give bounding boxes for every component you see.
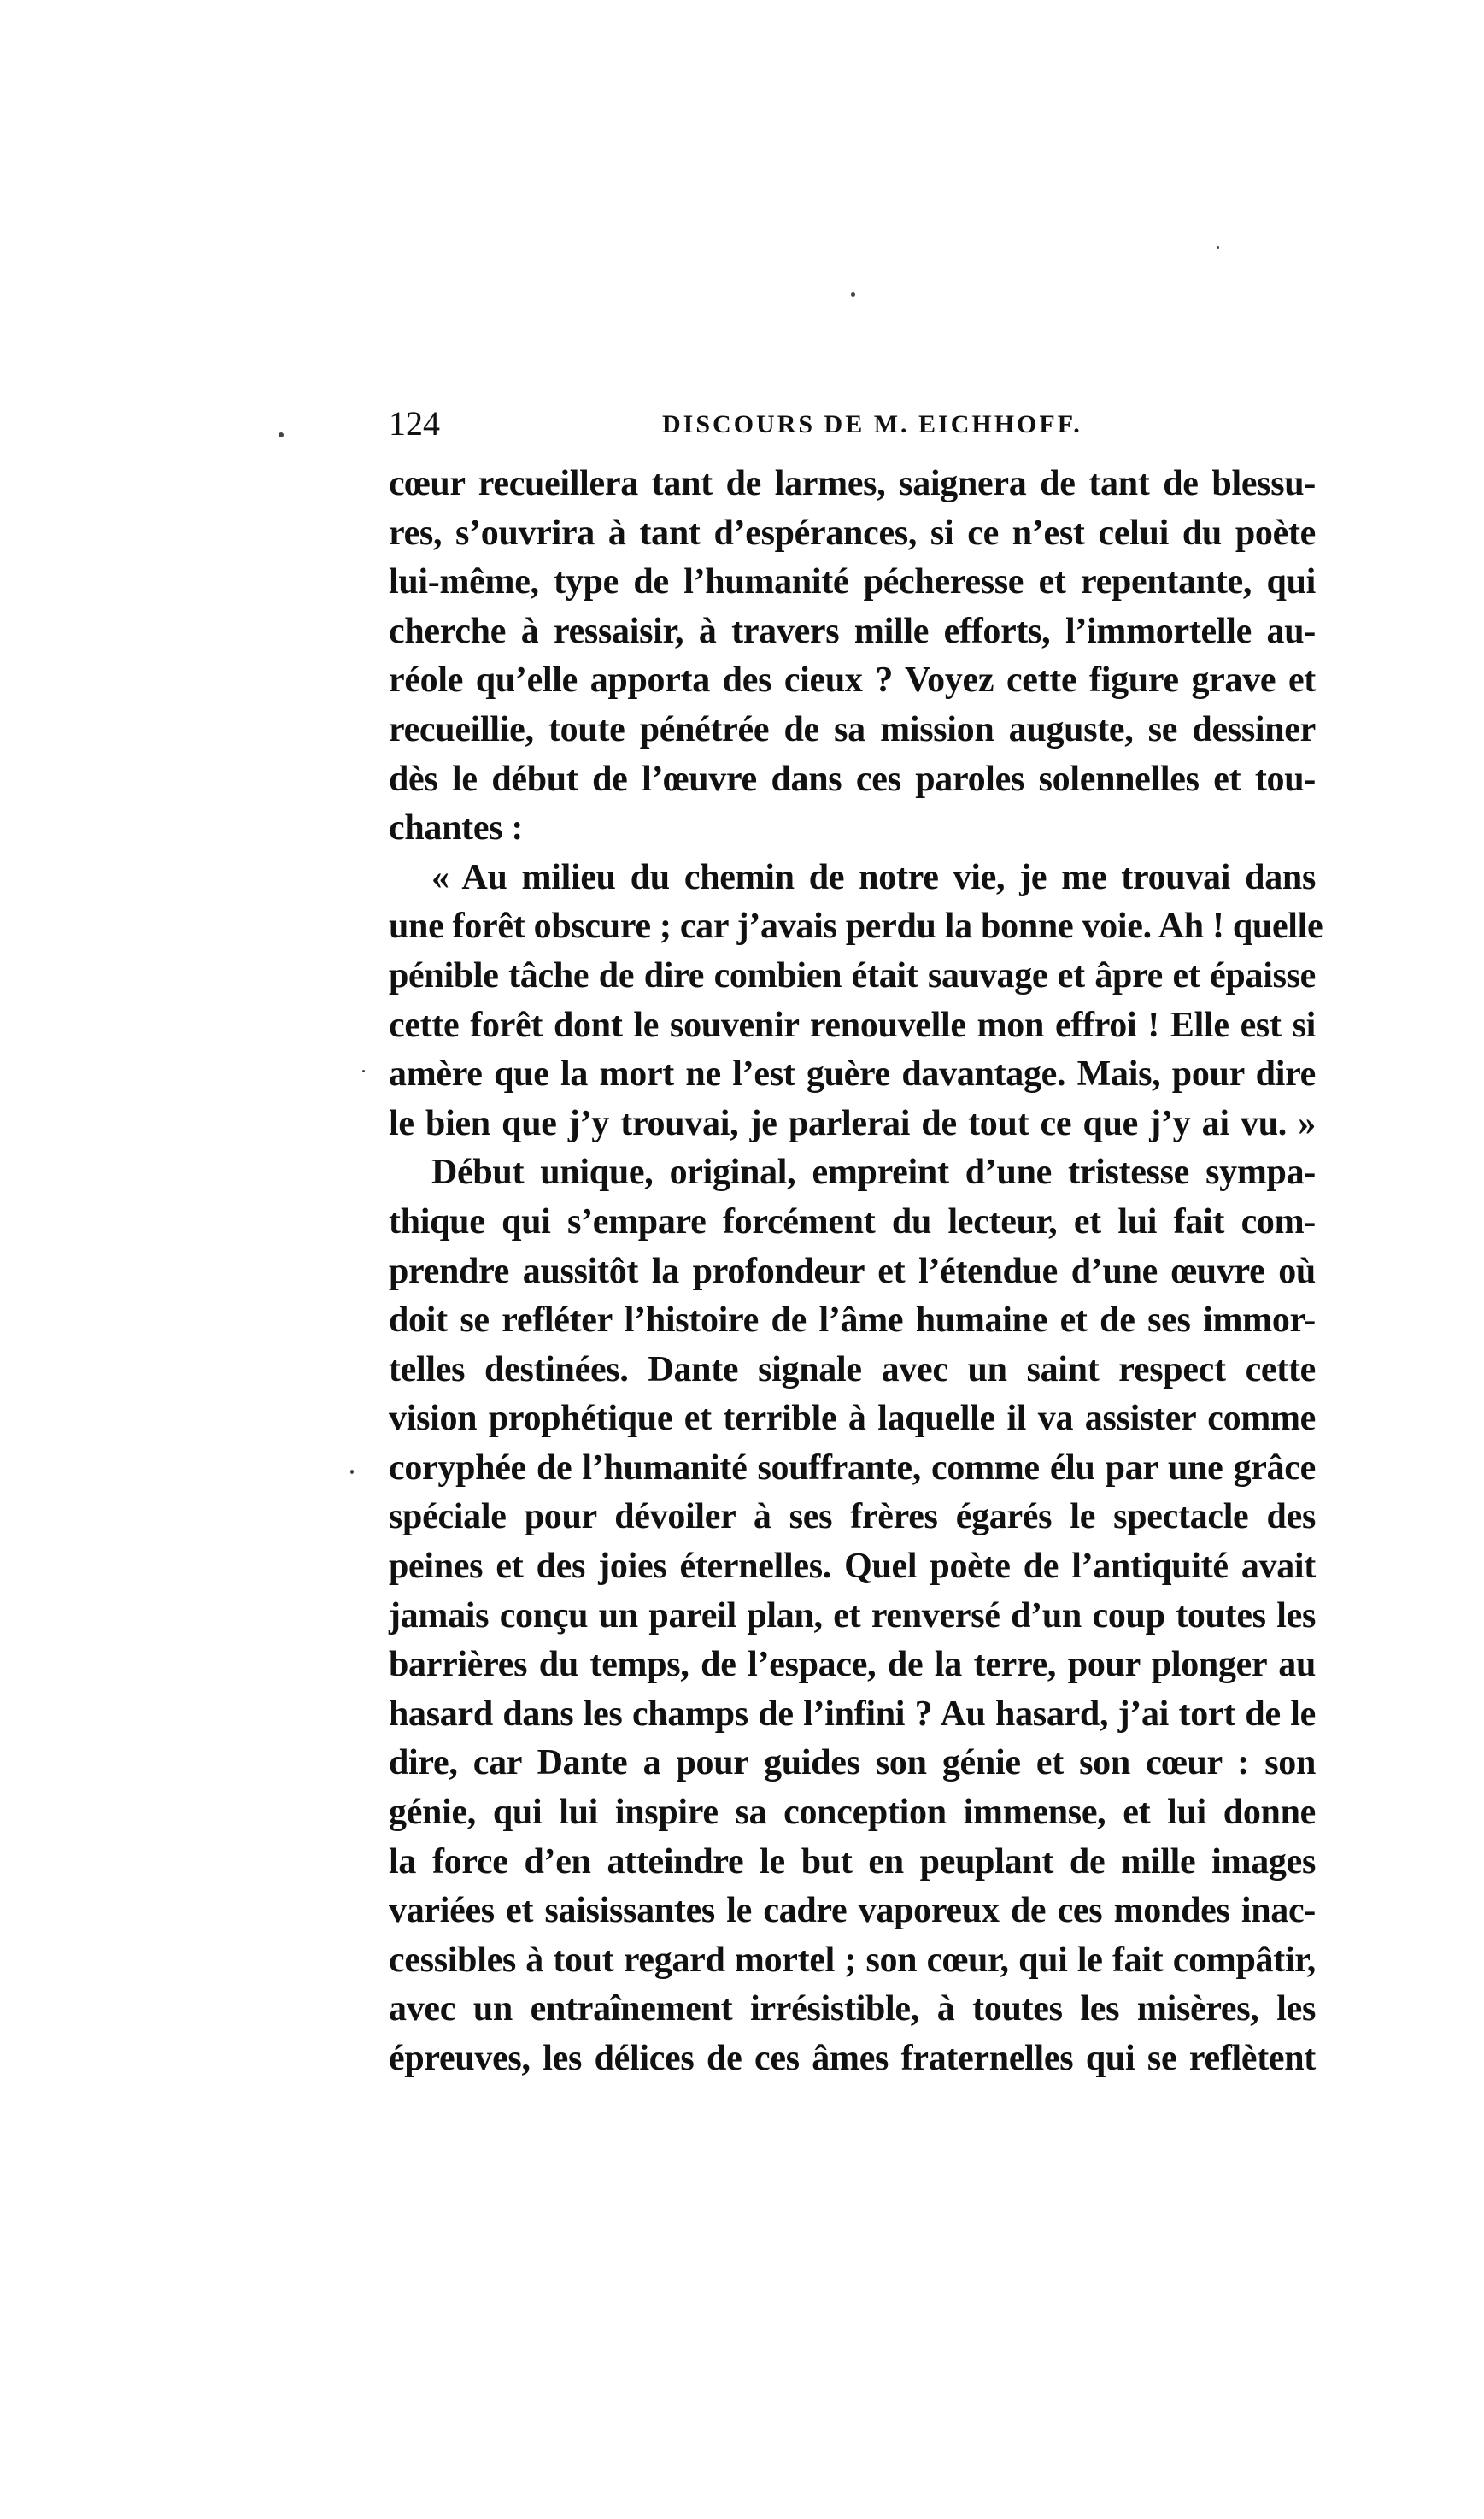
text-line: variées et saisissantes le cadre vaporeux de ces mondes inac- <box>389 1891 1316 1931</box>
text-line: spéciale pour dévoiler à ses frères égarés le spectacle des <box>389 1497 1316 1537</box>
body-text <box>389 460 1323 2084</box>
text-line: dire, car Dante a pour guides son génie et son cœur : son <box>389 1743 1316 1783</box>
text-line: épreuves, les délices de ces âmes fraternelles qui se reflètent <box>389 2039 1316 2078</box>
text-line: prendre aussitôt la profondeur et l’étendue d’une œuvre où <box>389 1251 1316 1291</box>
running-head <box>389 403 1316 455</box>
text-line: res, s’ouvrira à tant d’espérances, si ce n’est celui du poète <box>389 513 1316 553</box>
quote-line: « Au milieu du chemin de notre vie, je me trouvai dans <box>431 857 1316 897</box>
text-line: lui-même, type de l’humanité pécheresse et repentante, qui <box>389 562 1316 602</box>
text-line: Début unique, original, empreint d’une tristesse sympa- <box>431 1153 1316 1193</box>
scan-speck <box>279 432 284 437</box>
text-line: vision prophétique et terrible à laquelle il va assister comme <box>389 1399 1316 1439</box>
text-line: la force d’en atteindre le but en peuplant de mille images <box>389 1841 1316 1882</box>
text-line: génie, qui lui inspire sa conception immense, et lui donne <box>389 1793 1316 1833</box>
text-line: peines et des joies éternelles. Quel poète de l’antiquité avait <box>389 1547 1316 1587</box>
scan-speck <box>350 1470 354 1474</box>
scan-speck <box>362 1070 365 1072</box>
text-line: barrières du temps, de l’espace, de la terre, pour plonger au <box>389 1645 1316 1685</box>
text-line: avec un entraînement irrésistible, à toutes les misères, les <box>389 1989 1316 2029</box>
scan-speck <box>851 292 855 297</box>
text-line: dès le début de l’œuvre dans ces paroles solennelles et tou- <box>389 759 1316 799</box>
text-line: coryphée de l’humanité souffrante, comme élu par une grâce <box>389 1447 1316 1488</box>
text-line: cherche à ressaisir, à travers mille efforts, l’immortelle au- <box>389 611 1316 651</box>
quote-line: pénible tâche de dire combien était sauvage et âpre et épaisse <box>389 955 1316 995</box>
page-number: 124 <box>389 404 440 443</box>
quote-line: une forêt obscure ; car j’avais perdu la bonne voie. Ah ! quelle <box>389 907 1323 947</box>
text-line: thique qui s’empare forcément du lecteur, et lui fait com- <box>389 1201 1316 1242</box>
running-title: DISCOURS DE M. EICHHOFF. <box>662 410 1082 438</box>
scan-speck <box>1217 246 1219 249</box>
text-line: doit se refléter l’histoire de l’âme humaine et de ses immor- <box>389 1301 1316 1341</box>
text-line: recueillie, toute pénétrée de sa mission auguste, se dessiner <box>389 709 1316 749</box>
text-line: jamais conçu un pareil plan, et renversé d’un coup toutes les <box>389 1595 1316 1635</box>
text-line: hasard dans les champs de l’infini ? Au hasard, j’ai tort de le <box>389 1694 1316 1734</box>
text-line: chantes : <box>389 808 524 848</box>
quote-line: amère que la mort ne l’est guère davantage. Mais, pour dire <box>389 1054 1316 1095</box>
text-line: cessibles à tout regard mortel ; son cœur, qui le fait compâtir, <box>389 1940 1316 1980</box>
quote-line: cette forêt dont le souvenir renouvelle mon effroi ! Elle est si <box>389 1005 1316 1045</box>
text-line: réole qu’elle apporta des cieux ? Voyez cette figure grave et <box>389 661 1316 701</box>
quote-line: le bien que j’y trouvai, je parlerai de tout ce que j’y ai vu. » <box>389 1103 1316 1143</box>
text-line: cœur recueillera tant de larmes, saignera de tant de blessu- <box>389 464 1316 503</box>
text-line: telles destinées. Dante signale avec un saint respect cette <box>389 1349 1316 1389</box>
